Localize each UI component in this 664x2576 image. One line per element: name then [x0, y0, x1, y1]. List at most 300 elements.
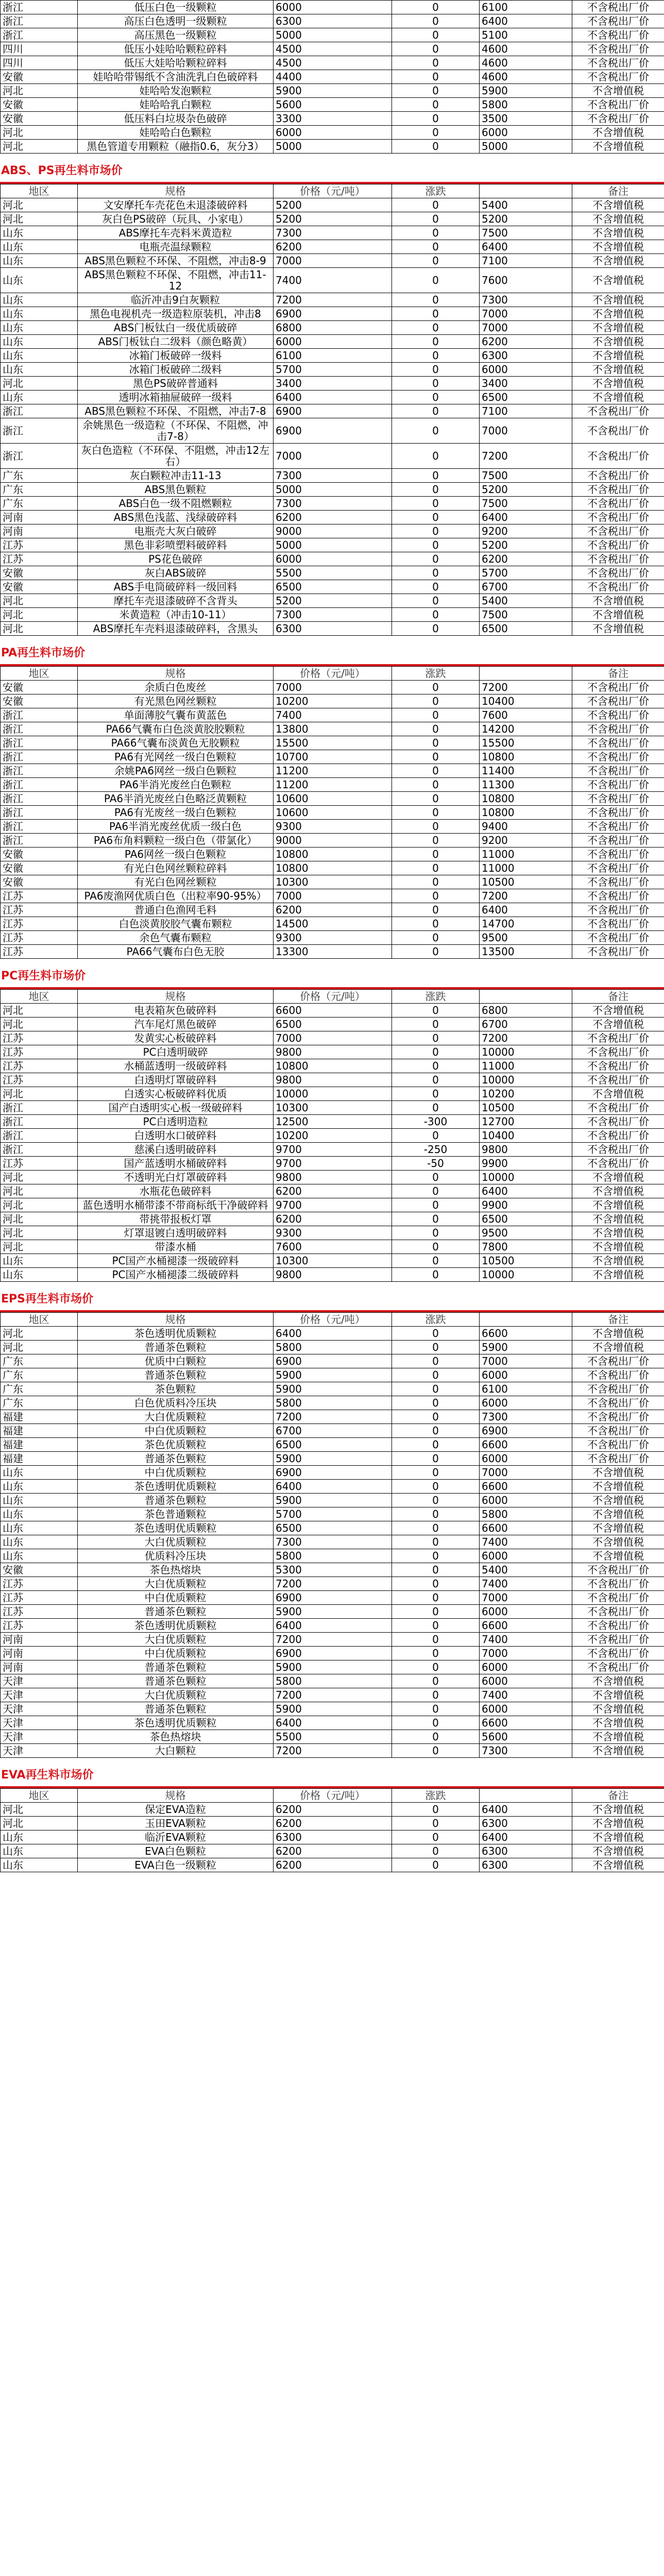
- prev-price-cell: 11400: [480, 764, 572, 778]
- change-cell: 0: [392, 1549, 480, 1563]
- table-row: [1, 497, 664, 511]
- prev-price-cell: 7400: [480, 1577, 572, 1591]
- note-cell: 不含增值税: [572, 1341, 664, 1354]
- region-cell: 广东: [1, 1368, 78, 1382]
- note-cell: 不含税出厂价: [572, 708, 664, 722]
- spec-cell: 普通茶色颗粒: [78, 1341, 274, 1354]
- region-cell: 河北: [1, 1817, 78, 1831]
- region-cell: 山东: [1, 349, 78, 363]
- spec-cell: ABS黑色颗粒不环保、不阻燃，冲击8-9: [78, 254, 274, 268]
- note-cell: 不含税出厂价: [572, 1059, 664, 1073]
- prev-price-cell: 10800: [480, 792, 572, 806]
- change-cell: 0: [392, 778, 480, 792]
- region-cell: 浙江: [1, 722, 78, 736]
- table-row: [1, 1688, 664, 1702]
- prev-price-cell: 6600: [480, 1716, 572, 1730]
- prev-price-cell: 7200: [480, 1031, 572, 1045]
- region-cell: 山东: [1, 1254, 78, 1268]
- prev-price-cell: 7000: [480, 321, 572, 335]
- note-cell: 不含增值税: [572, 1716, 664, 1730]
- price-cell: 9300: [274, 820, 392, 834]
- prev-price-cell: 7100: [480, 254, 572, 268]
- table-row: [1, 1591, 664, 1605]
- prev-price-cell: 6900: [480, 1424, 572, 1438]
- region-cell: 天津: [1, 1716, 78, 1730]
- region-cell: 江苏: [1, 552, 78, 566]
- spec-cell: 低压小娃哈哈颗粒碎料: [78, 42, 274, 56]
- price-table: [0, 989, 664, 1282]
- price-cell: 10600: [274, 792, 392, 806]
- prev-price-cell: 7800: [480, 1240, 572, 1254]
- region-cell: 江苏: [1, 538, 78, 552]
- change-cell: 0: [392, 806, 480, 820]
- price-cell: 4400: [274, 70, 392, 84]
- note-cell: 不含增值税: [572, 1480, 664, 1494]
- prev-price-cell: 7400: [480, 1688, 572, 1702]
- price-cell: 6000: [274, 126, 392, 140]
- note-cell: 不含增值税: [572, 1466, 664, 1480]
- change-cell: 0: [392, 1647, 480, 1660]
- prev-price-cell: 4600: [480, 56, 572, 70]
- table-row: [1, 418, 664, 444]
- prev-price-cell: 5200: [480, 483, 572, 497]
- prev-price-cell: 6000: [480, 1494, 572, 1507]
- table-row: [1, 1018, 664, 1031]
- table-row: [1, 861, 664, 875]
- prev-price-cell: 6700: [480, 1018, 572, 1031]
- change-cell: 0: [392, 681, 480, 694]
- note-cell: 不含增值税: [572, 335, 664, 349]
- prev-price-cell: 6000: [480, 1674, 572, 1688]
- table-header-row: [1, 184, 664, 198]
- region-cell: 河南: [1, 524, 78, 538]
- region-cell: 安徽: [1, 566, 78, 580]
- region-cell: 浙江: [1, 28, 78, 42]
- price-cell: 5200: [274, 212, 392, 226]
- note-cell: 不含增值税: [572, 1674, 664, 1688]
- note-cell: 不含税出厂价: [572, 112, 664, 126]
- spec-cell: 摩托车壳退漆破碎不含背头: [78, 594, 274, 608]
- table-row: [1, 608, 664, 622]
- change-cell: 0: [392, 694, 480, 708]
- prev-price-cell: 7000: [480, 418, 572, 444]
- prev-price-cell: 7300: [480, 1410, 572, 1424]
- spec-cell: ABS摩托车壳料退漆破碎料，含黑头: [78, 622, 274, 636]
- prev-price-cell: 5700: [480, 566, 572, 580]
- change-cell: 0: [392, 1803, 480, 1817]
- spec-cell: 有光白色网丝颗粒: [78, 875, 274, 889]
- spec-cell: EVA白色一级颗粒: [78, 1858, 274, 1872]
- prev-price-cell: 9200: [480, 524, 572, 538]
- price-cell: 9800: [274, 1073, 392, 1087]
- region-cell: 江苏: [1, 1619, 78, 1633]
- table-row: [1, 945, 664, 959]
- prev-price-cell: 6600: [480, 1521, 572, 1535]
- prev-price-cell: 3500: [480, 112, 572, 126]
- spec-cell: 娃哈哈白色颗粒: [78, 126, 274, 140]
- change-cell: 0: [392, 198, 480, 212]
- table-row: [1, 56, 664, 70]
- spec-cell: 保定EVA造粒: [78, 1803, 274, 1817]
- spec-cell: 黑色电视机壳一级造粒原装机，冲击8: [78, 307, 274, 321]
- note-cell: 不含税出厂价: [572, 903, 664, 917]
- prev-price-cell: 9500: [480, 931, 572, 945]
- table-row: [1, 694, 664, 708]
- spec-cell: PA6半消光废丝优质一级白色: [78, 820, 274, 834]
- table-row: [1, 126, 664, 140]
- prev-price-cell: 5600: [480, 1730, 572, 1744]
- region-cell: 浙江: [1, 778, 78, 792]
- table-row: [1, 1494, 664, 1507]
- table-row: [1, 1410, 664, 1424]
- table-row: [1, 1452, 664, 1466]
- price-cell: 5900: [274, 84, 392, 98]
- spec-cell: 高压黑色一级颗粒: [78, 28, 274, 42]
- note-cell: 不含增值税: [572, 1535, 664, 1549]
- prev-price-cell: 6000: [480, 1396, 572, 1410]
- prev-price-cell: 6200: [480, 552, 572, 566]
- region-cell: 山东: [1, 293, 78, 307]
- change-cell: 0: [392, 321, 480, 335]
- note-cell: 不含税出厂价: [572, 792, 664, 806]
- note-cell: 不含税出厂价: [572, 418, 664, 444]
- change-cell: 0: [392, 750, 480, 764]
- table-row: [1, 722, 664, 736]
- prev-price-cell: 10000: [480, 1045, 572, 1059]
- prev-price-cell: 6000: [480, 126, 572, 140]
- note-cell: 不含增值税: [572, 391, 664, 404]
- region-cell: 山东: [1, 1466, 78, 1480]
- spec-cell: PA6布角料颗粒一级白色（带氯化）: [78, 834, 274, 848]
- spec-cell: 茶色透明优质颗粒: [78, 1327, 274, 1341]
- prev-price-cell: 9900: [480, 1157, 572, 1171]
- price-cell: 6400: [274, 391, 392, 404]
- table-row: [1, 293, 664, 307]
- prev-price-cell: 7200: [480, 889, 572, 903]
- spec-cell: 电瓶壳大灰白破碎: [78, 524, 274, 538]
- region-cell: 山东: [1, 391, 78, 404]
- price-cell: 4500: [274, 56, 392, 70]
- region-cell: 广东: [1, 497, 78, 511]
- table-row: [1, 1605, 664, 1619]
- region-cell: 浙江: [1, 1115, 78, 1129]
- spec-cell: 电瓶壳温绿颗粒: [78, 240, 274, 254]
- price-cell: 5800: [274, 1341, 392, 1354]
- note-cell: 不含税出厂价: [572, 497, 664, 511]
- price-cell: 6200: [274, 240, 392, 254]
- spec-cell: 余姚PA6网丝一级白色颗粒: [78, 764, 274, 778]
- region-cell: 河南: [1, 1633, 78, 1647]
- price-cell: 6400: [274, 1480, 392, 1494]
- change-cell: 0: [392, 1674, 480, 1688]
- table-row: [1, 42, 664, 56]
- region-cell: 山东: [1, 1858, 78, 1872]
- price-cell: 6000: [274, 335, 392, 349]
- price-section: [0, 959, 664, 1282]
- note-cell: 不含税出厂价: [572, 524, 664, 538]
- price-cell: 10300: [274, 1101, 392, 1115]
- table-row: [1, 1438, 664, 1452]
- table-row: [1, 1396, 664, 1410]
- prev-price-cell: 6000: [480, 363, 572, 377]
- change-cell: 0: [392, 1368, 480, 1382]
- spec-cell: 电表箱灰色破碎料: [78, 1004, 274, 1018]
- region-cell: 山东: [1, 321, 78, 335]
- note-cell: 不含税出厂价: [572, 931, 664, 945]
- price-cell: 7000: [274, 444, 392, 469]
- region-cell: 山东: [1, 307, 78, 321]
- price-cell: 6200: [274, 903, 392, 917]
- table-row: [1, 1563, 664, 1577]
- price-cell: 6200: [274, 1817, 392, 1831]
- price-cell: 10800: [274, 1059, 392, 1073]
- prev-price-cell: 3400: [480, 377, 572, 391]
- price-cell: 5900: [274, 1494, 392, 1507]
- spec-cell: 普通茶色颗粒: [78, 1605, 274, 1619]
- price-cell: 10200: [274, 1129, 392, 1143]
- prev-price-cell: 14200: [480, 722, 572, 736]
- change-cell: 0: [392, 404, 480, 418]
- spec-cell: 不透明光白灯罩破碎料: [78, 1171, 274, 1184]
- note-cell: 不含税出厂价: [572, 848, 664, 861]
- prev-price-cell: 11000: [480, 848, 572, 861]
- column-header: 规格: [78, 667, 274, 681]
- note-cell: 不含税出厂价: [572, 1, 664, 14]
- column-header: [480, 1313, 572, 1327]
- spec-cell: 茶色颗粒: [78, 1382, 274, 1396]
- region-cell: 山东: [1, 1844, 78, 1858]
- region-cell: 江苏: [1, 1157, 78, 1171]
- note-cell: 不含增值税: [572, 1831, 664, 1844]
- note-cell: 不含增值税: [572, 1018, 664, 1031]
- note-cell: 不含税出厂价: [572, 1101, 664, 1115]
- note-cell: 不含税出厂价: [572, 404, 664, 418]
- change-cell: 0: [392, 1341, 480, 1354]
- spec-cell: ABS手电筒破碎料一级回料: [78, 580, 274, 594]
- price-cell: 6100: [274, 349, 392, 363]
- note-cell: 不含增值税: [572, 212, 664, 226]
- price-cell: 9800: [274, 1268, 392, 1282]
- prev-price-cell: 9500: [480, 1226, 572, 1240]
- column-header: 规格: [78, 184, 274, 198]
- note-cell: 不含增值税: [572, 594, 664, 608]
- region-cell: 山东: [1, 1507, 78, 1521]
- spec-cell: 中白优质颗粒: [78, 1591, 274, 1605]
- change-cell: 0: [392, 622, 480, 636]
- price-cell: 10000: [274, 1087, 392, 1101]
- price-cell: 10300: [274, 875, 392, 889]
- note-cell: 不含税出厂价: [572, 889, 664, 903]
- note-cell: 不含税出厂价: [572, 750, 664, 764]
- column-header: 价格（元/吨）: [274, 1789, 392, 1803]
- spec-cell: 冰箱门板破碎二级料: [78, 363, 274, 377]
- price-cell: 6800: [274, 321, 392, 335]
- column-header: 价格（元/吨）: [274, 1313, 392, 1327]
- price-cell: 6900: [274, 1354, 392, 1368]
- price-cell: 6200: [274, 1844, 392, 1858]
- table-row: [1, 1619, 664, 1633]
- change-cell: -50: [392, 1157, 480, 1171]
- spec-cell: 冰箱门板破碎一级料: [78, 349, 274, 363]
- region-cell: 江苏: [1, 1031, 78, 1045]
- region-cell: 江苏: [1, 1073, 78, 1087]
- table-row: [1, 820, 664, 834]
- region-cell: 安徽: [1, 580, 78, 594]
- change-cell: 0: [392, 1438, 480, 1452]
- region-cell: 福建: [1, 1452, 78, 1466]
- note-cell: 不含税出厂价: [572, 1647, 664, 1660]
- change-cell: 0: [392, 126, 480, 140]
- price-cell: 6200: [274, 1184, 392, 1198]
- table-row: [1, 1059, 664, 1073]
- change-cell: 0: [392, 377, 480, 391]
- region-cell: 浙江: [1, 1143, 78, 1157]
- price-cell: 7200: [274, 293, 392, 307]
- note-cell: 不含增值税: [572, 377, 664, 391]
- note-cell: 不含税出厂价: [572, 1129, 664, 1143]
- spec-cell: PC白透明造粒: [78, 1115, 274, 1129]
- prev-price-cell: 7000: [480, 1647, 572, 1660]
- spec-cell: PA6有光废丝一级白色颗粒: [78, 806, 274, 820]
- price-cell: 6300: [274, 622, 392, 636]
- change-cell: 0: [392, 820, 480, 834]
- table-row: [1, 254, 664, 268]
- table-row: [1, 1031, 664, 1045]
- region-cell: 浙江: [1, 14, 78, 28]
- prev-price-cell: 5200: [480, 538, 572, 552]
- price-cell: 10700: [274, 750, 392, 764]
- price-cell: 7200: [274, 1577, 392, 1591]
- note-cell: 不含税出厂价: [572, 861, 664, 875]
- region-cell: 河北: [1, 622, 78, 636]
- price-cell: 5800: [274, 1674, 392, 1688]
- price-cell: 10800: [274, 848, 392, 861]
- change-cell: 0: [392, 28, 480, 42]
- region-cell: 浙江: [1, 764, 78, 778]
- region-cell: 浙江: [1, 750, 78, 764]
- prev-price-cell: 4600: [480, 70, 572, 84]
- prev-price-cell: 6000: [480, 1702, 572, 1716]
- spec-cell: PC国产水桶褪漆二级破碎料: [78, 1268, 274, 1282]
- change-cell: 0: [392, 140, 480, 154]
- prev-price-cell: 6400: [480, 1803, 572, 1817]
- spec-cell: PA6网丝一级白色颗粒: [78, 848, 274, 861]
- note-cell: 不含增值税: [572, 1858, 664, 1872]
- change-cell: 0: [392, 1382, 480, 1396]
- table-row: [1, 1803, 664, 1817]
- change-cell: 0: [392, 1396, 480, 1410]
- region-cell: 安徽: [1, 861, 78, 875]
- price-cell: 6700: [274, 1424, 392, 1438]
- price-cell: 9700: [274, 1143, 392, 1157]
- change-cell: 0: [392, 112, 480, 126]
- note-cell: 不含税出厂价: [572, 483, 664, 497]
- note-cell: 不含增值税: [572, 198, 664, 212]
- note-cell: 不含增值税: [572, 126, 664, 140]
- spec-cell: 文安摩托车壳花色未退漆破碎料: [78, 198, 274, 212]
- spec-cell: 国产蓝透明水桶破碎料: [78, 1157, 274, 1171]
- table-row: [1, 1341, 664, 1354]
- spec-cell: ABS门板钛白一级优质破碎: [78, 321, 274, 335]
- table-row: [1, 1004, 664, 1018]
- price-cell: 7000: [274, 254, 392, 268]
- spec-cell: ABS黑色颗粒不环保、不阻燃，冲击11-12: [78, 268, 274, 293]
- region-cell: 江苏: [1, 1045, 78, 1059]
- price-cell: 6400: [274, 1716, 392, 1730]
- prev-price-cell: 10000: [480, 1171, 572, 1184]
- change-cell: 0: [392, 1591, 480, 1605]
- change-cell: 0: [392, 1327, 480, 1341]
- change-cell: 0: [392, 444, 480, 469]
- prev-price-cell: 6300: [480, 349, 572, 363]
- region-cell: 福建: [1, 1410, 78, 1424]
- table-row: [1, 552, 664, 566]
- note-cell: 不含增值税: [572, 1254, 664, 1268]
- spec-cell: 茶色热熔块: [78, 1563, 274, 1577]
- change-cell: 0: [392, 1466, 480, 1480]
- spec-cell: 中白优质颗粒: [78, 1647, 274, 1660]
- note-cell: 不含税出厂价: [572, 1591, 664, 1605]
- table-row: [1, 580, 664, 594]
- note-cell: 不含税出厂价: [572, 1143, 664, 1157]
- change-cell: 0: [392, 1226, 480, 1240]
- table-row: [1, 1858, 664, 1872]
- price-cell: 5800: [274, 1396, 392, 1410]
- table-row: [1, 1633, 664, 1647]
- prev-price-cell: 13500: [480, 945, 572, 959]
- change-cell: 0: [392, 538, 480, 552]
- change-cell: 0: [392, 917, 480, 931]
- table-row: [1, 1045, 664, 1059]
- region-cell: 浙江: [1, 444, 78, 469]
- table-header-row: [1, 1789, 664, 1803]
- price-table: [0, 1312, 664, 1758]
- price-cell: 7300: [274, 608, 392, 622]
- change-cell: 0: [392, 736, 480, 750]
- prev-price-cell: 7400: [480, 1535, 572, 1549]
- region-cell: 浙江: [1, 1129, 78, 1143]
- spec-cell: 灰白色造粒（不环保、不阻燃，冲击12左右）: [78, 444, 274, 469]
- spec-cell: 大白优质颗粒: [78, 1633, 274, 1647]
- price-cell: 6200: [274, 511, 392, 524]
- note-cell: 不含增值税: [572, 84, 664, 98]
- table-row: [1, 1143, 664, 1157]
- spec-cell: 茶色透明优质颗粒: [78, 1619, 274, 1633]
- column-header: 价格（元/吨）: [274, 184, 392, 198]
- region-cell: 山东: [1, 363, 78, 377]
- prev-price-cell: 6700: [480, 580, 572, 594]
- change-cell: 0: [392, 42, 480, 56]
- region-cell: 福建: [1, 1438, 78, 1452]
- region-cell: 浙江: [1, 1, 78, 14]
- column-header: 涨跌: [392, 1789, 480, 1803]
- prev-price-cell: 6000: [480, 1549, 572, 1563]
- price-cell: 13800: [274, 722, 392, 736]
- spec-cell: 黑色管道专用颗粒（融指0.6，灰分3）: [78, 140, 274, 154]
- note-cell: 不含税出厂价: [572, 538, 664, 552]
- region-cell: 天津: [1, 1744, 78, 1758]
- note-cell: 不含增值税: [572, 1744, 664, 1758]
- region-cell: 安徽: [1, 112, 78, 126]
- region-cell: 山东: [1, 1535, 78, 1549]
- table-row: [1, 212, 664, 226]
- note-cell: 不含税出厂价: [572, 28, 664, 42]
- change-cell: 0: [392, 307, 480, 321]
- column-header: 规格: [78, 990, 274, 1004]
- prev-price-cell: 6000: [480, 1368, 572, 1382]
- table-row: [1, 70, 664, 84]
- change-cell: 0: [392, 293, 480, 307]
